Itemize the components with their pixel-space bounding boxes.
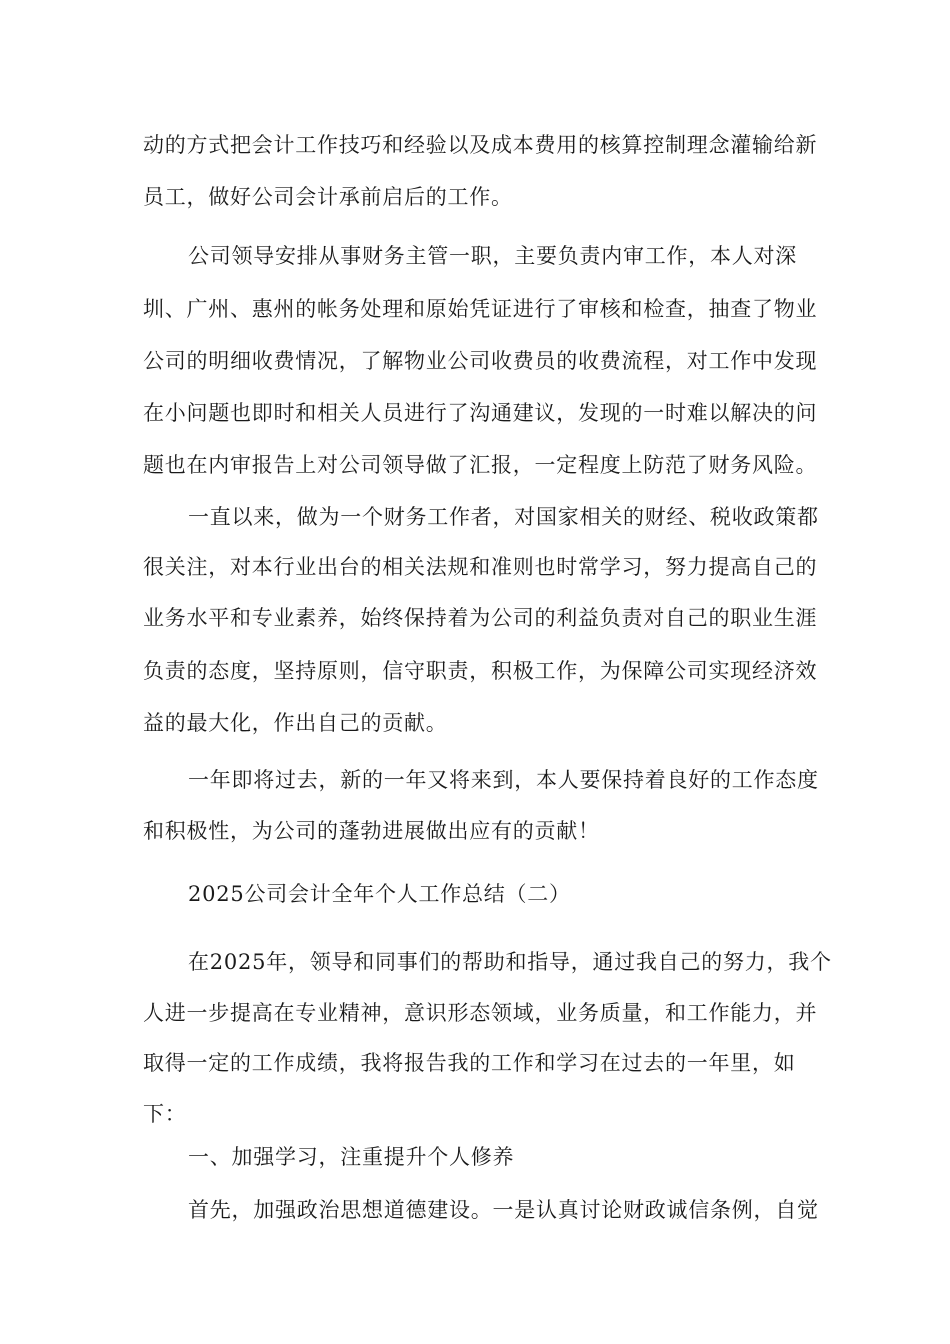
text-line: 益的最大化，作出自己的贡献。 bbox=[143, 711, 448, 735]
text-line: 业务水平和专业素养，始终保持着为公司的利益负责对自己的职业生涯 bbox=[143, 606, 818, 630]
subsection-heading: 一、加强学习，注重提升个人修养 bbox=[188, 1145, 515, 1169]
paragraph-start-line: 一年即将过去，新的一年又将来到，本人要保持着良好的工作态度 bbox=[188, 768, 819, 792]
paragraph-start-line: 公司领导安排从事财务主管一职，主要负责内审工作，本人对深 bbox=[188, 244, 797, 268]
text-line: 负责的态度，坚持原则，信守职责，积极工作，为保障公司实现经济效 bbox=[143, 659, 818, 683]
text-line: 圳、广州、惠州的帐务处理和原始凭证进行了审核和检查，抽查了物业 bbox=[143, 297, 818, 321]
paragraph-start-line: 一直以来，做为一个财务工作者，对国家相关的财经、税收政策都 bbox=[188, 505, 819, 529]
text-line: 公司的明细收费情况，了解物业公司收费员的收费流程，对工作中发现 bbox=[143, 349, 818, 373]
paragraph-start-line: 在2025年，领导和同事们的帮助和指导，通过我自己的努力，我个 bbox=[188, 950, 832, 974]
paragraph-start-line: 首先，加强政治思想道德建设。一是认真讨论财政诚信条例，自觉 bbox=[188, 1198, 819, 1222]
text-line: 下： bbox=[143, 1102, 187, 1126]
text-line: 取得一定的工作成绩，我将报告我的工作和学习在过去的一年里，如 bbox=[143, 1051, 796, 1075]
text-line: 人进一步提高在专业精神，意识形态领域，业务质量，和工作能力，并 bbox=[143, 1001, 818, 1025]
text-line: 和积极性，为公司的蓬勃进展做出应有的贡献！ bbox=[143, 819, 600, 843]
section-heading: 2025公司会计全年个人工作总结（二） bbox=[188, 882, 571, 906]
text-line: 动的方式把会计工作技巧和经验以及成本费用的核算控制理念灌输给新 bbox=[143, 133, 818, 157]
text-line: 很关注，对本行业出台的相关法规和准则也时常学习，努力提高自己的 bbox=[143, 555, 818, 579]
text-line: 员工，做好公司会计承前启后的工作。 bbox=[143, 185, 513, 209]
text-line: 题也在内审报告上对公司领导做了汇报，一定程度上防范了财务风险。 bbox=[143, 453, 818, 477]
text-line: 在小问题也即时和相关人员进行了沟通建议，发现的一时难以解决的问 bbox=[143, 401, 818, 425]
